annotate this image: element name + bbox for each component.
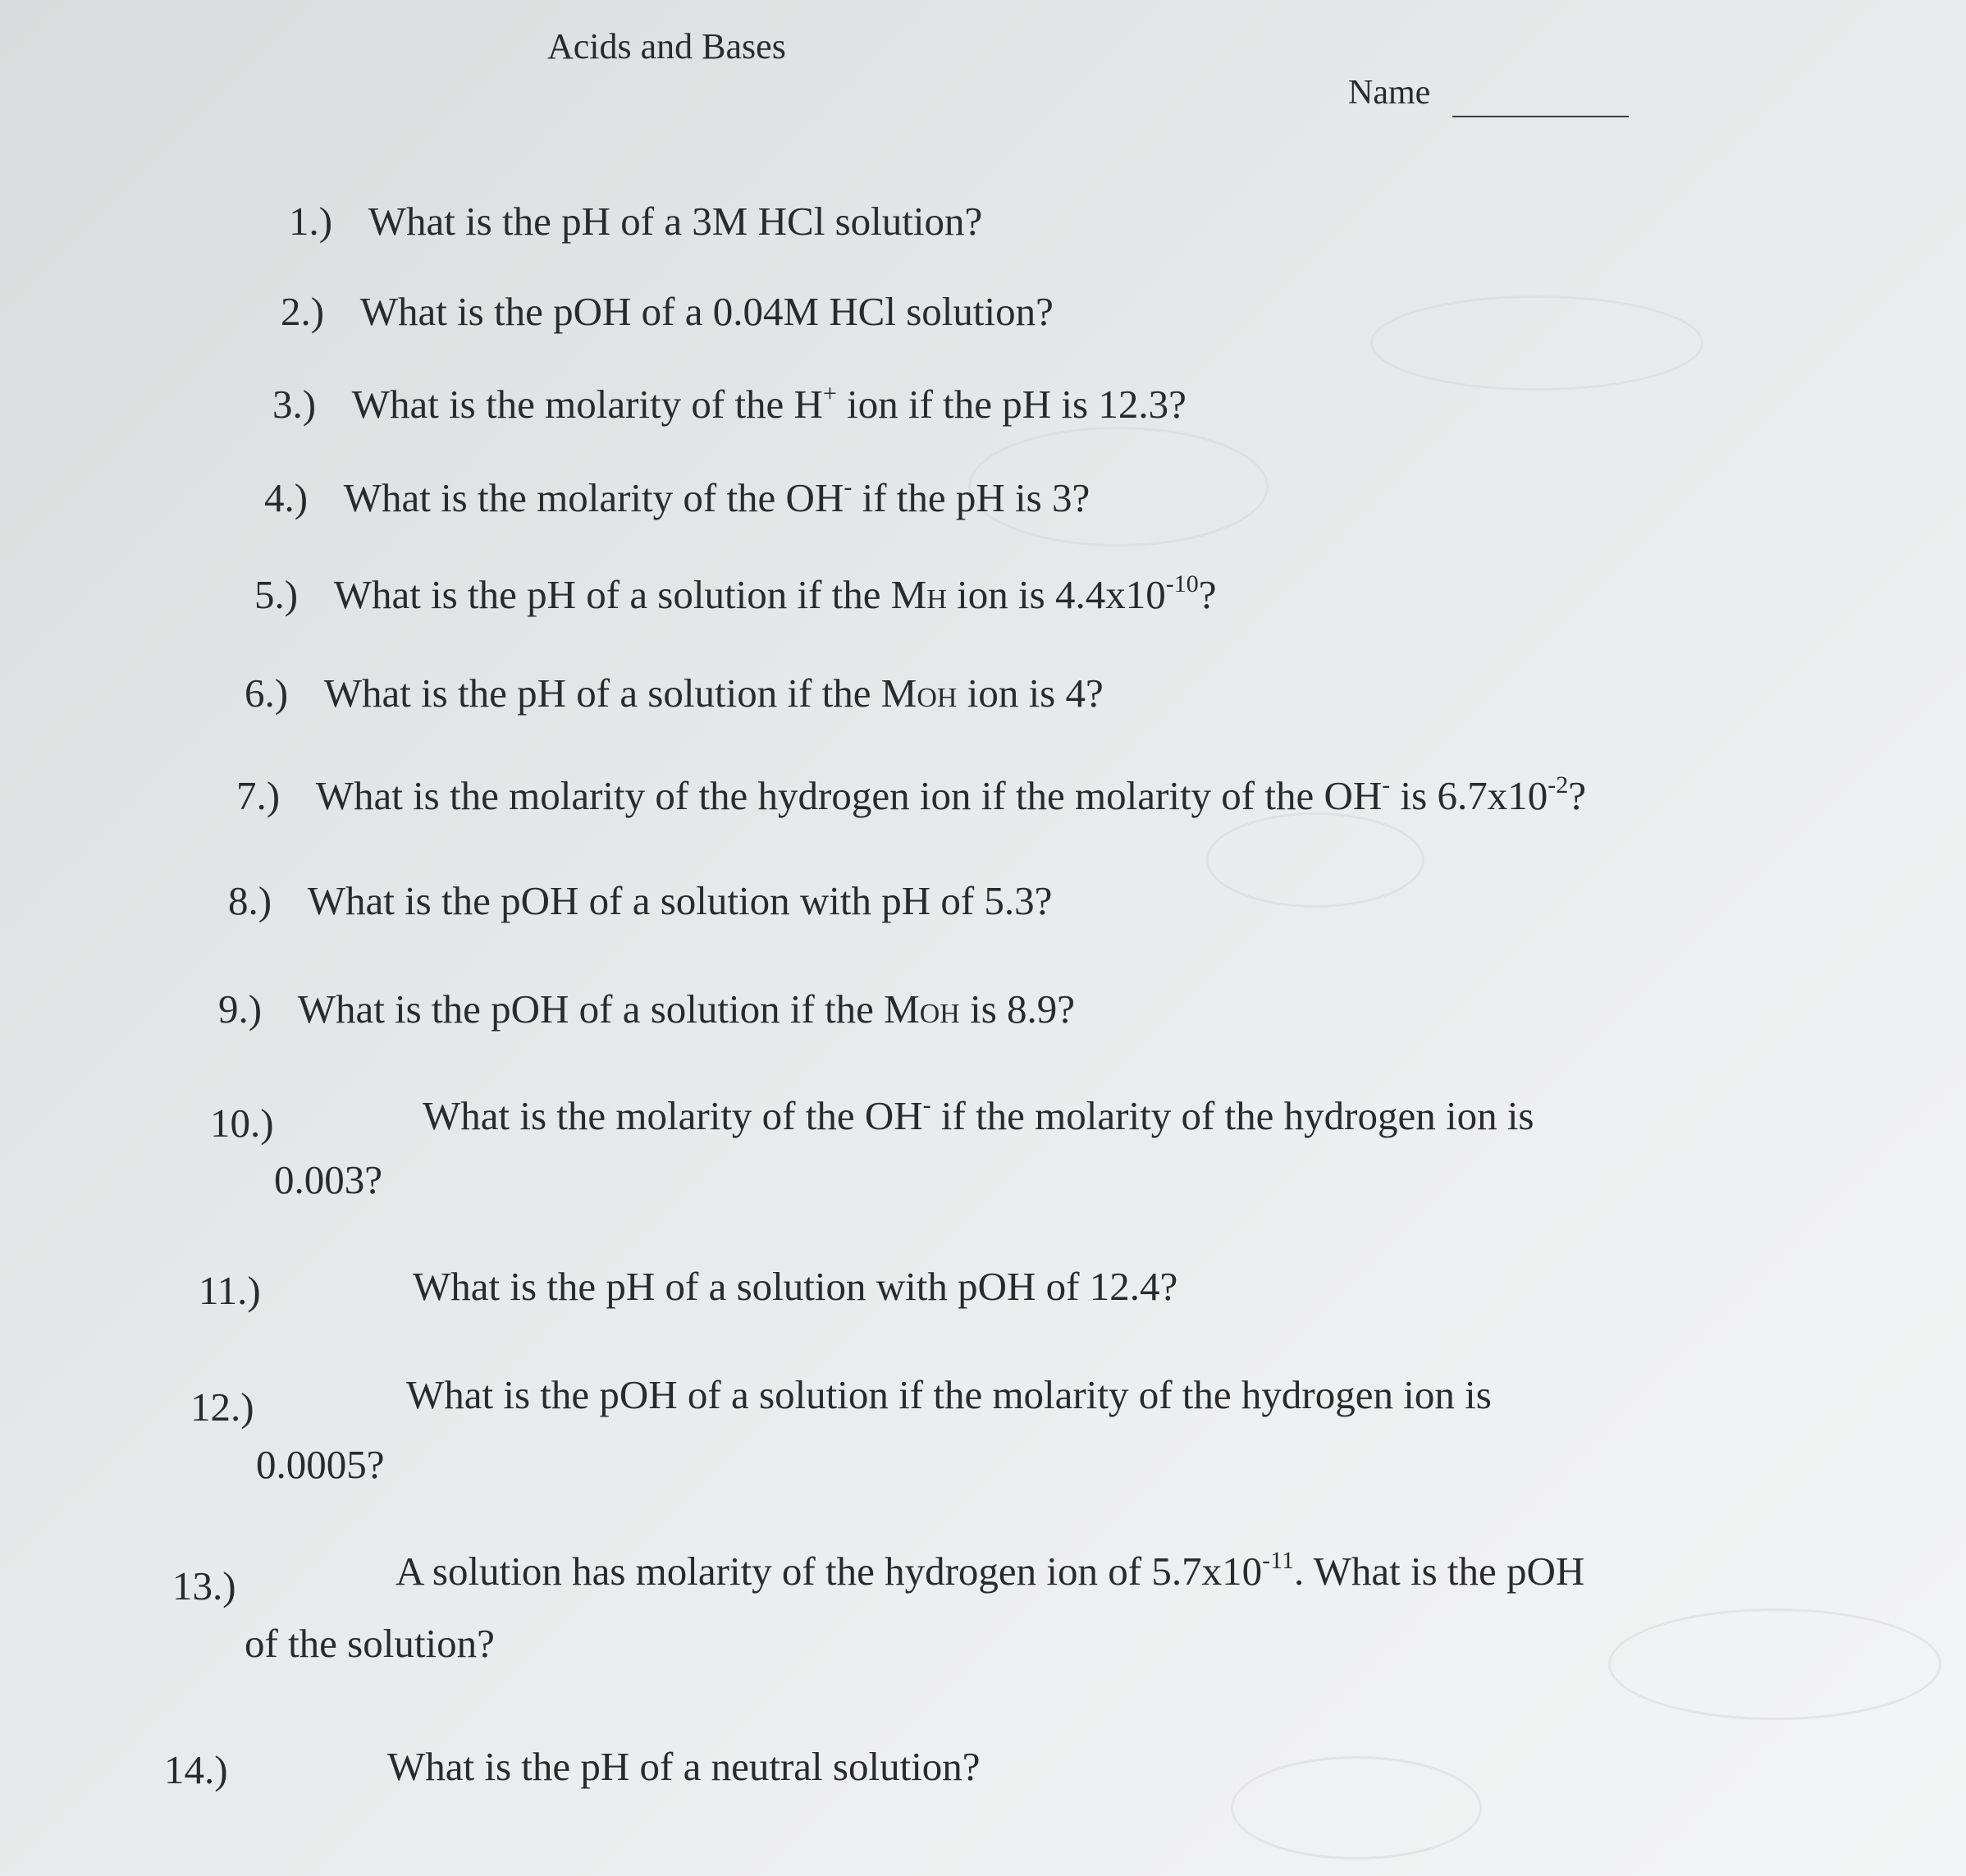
show-through-mark xyxy=(1608,1608,1941,1720)
question-text: What is the molarity of the H+ ion if the pH is 12.3? xyxy=(351,380,1186,427)
question-text: What is the pH of a solution if the MOH ion is 4? xyxy=(323,670,1104,716)
question-7 xyxy=(236,771,1586,818)
question-6 xyxy=(245,670,1104,716)
question-text: What is the pOH of a 0.04M HCl solution? xyxy=(359,289,1054,334)
question-10-continuation: 0.003? xyxy=(274,1157,382,1202)
question-13-text: A solution has molarity of the hydrogen ion of $5.7x10^{-11}$. What is the pOH xyxy=(395,1547,1585,1594)
question-14-text: What is the pH of a neutral solution? xyxy=(387,1744,981,1789)
question-text: What is the pOH of a solution with pH of 5.3? xyxy=(307,878,1053,923)
question-11-text: What is the pH of a solution with pOH of 12.4? xyxy=(413,1264,1178,1309)
question-4 xyxy=(264,474,1090,520)
question-11-number: 11.) xyxy=(199,1268,261,1313)
name-label: Name xyxy=(1348,74,1431,112)
question-text: What is the pH of a 3M HCl solution? xyxy=(368,199,983,244)
show-through-mark xyxy=(1370,295,1703,391)
worksheet-title: Acids and Bases xyxy=(547,26,786,66)
question-13-number: 13.) xyxy=(172,1563,236,1608)
question-5 xyxy=(254,570,1217,617)
question-number: 8.) xyxy=(228,878,272,923)
name-blank-line[interactable] xyxy=(1452,116,1629,117)
show-through-mark xyxy=(1231,1756,1482,1860)
question-text: What is the pH of a solution if the MH ion is $4.4x10^{-10}$? xyxy=(333,570,1217,617)
question-text: What is the pOH of a solution if the MOH is 8.9? xyxy=(297,986,1076,1032)
question-12-continuation: 0.0005? xyxy=(256,1442,385,1487)
question-12-text: What is the pOH of a solution if the molarity of the hydrogen ion is xyxy=(406,1372,1492,1417)
question-number: 5.) xyxy=(254,572,299,617)
question-number: 9.) xyxy=(218,986,263,1032)
question-number: 3.) xyxy=(272,382,317,427)
question-text: What is the molarity of the OH- if the pH is 3? xyxy=(343,474,1090,520)
question-8 xyxy=(228,878,1053,923)
question-number: 7.) xyxy=(236,773,281,818)
question-1 xyxy=(289,199,983,244)
question-number: 1.) xyxy=(289,199,333,244)
question-13-continuation: of the solution? xyxy=(245,1621,495,1666)
question-number: 4.) xyxy=(264,475,309,520)
question-number: 2.) xyxy=(281,289,325,334)
question-3 xyxy=(272,380,1186,427)
question-number: 6.) xyxy=(245,670,289,716)
show-through-mark xyxy=(1206,812,1424,908)
question-10-text: What is the molarity of the OH- if the molarity of the hydrogen ion is xyxy=(423,1091,1534,1138)
question-9 xyxy=(218,986,1076,1032)
question-12-number: 12.) xyxy=(190,1384,254,1430)
question-text: What is the molarity of the hydrogen ion if the molarity of the OH- is $6.7x10^{-2}$? xyxy=(315,771,1586,818)
question-2 xyxy=(281,291,1054,332)
question-10-number: 10.) xyxy=(210,1100,274,1146)
question-14-number: 14.) xyxy=(164,1747,228,1792)
